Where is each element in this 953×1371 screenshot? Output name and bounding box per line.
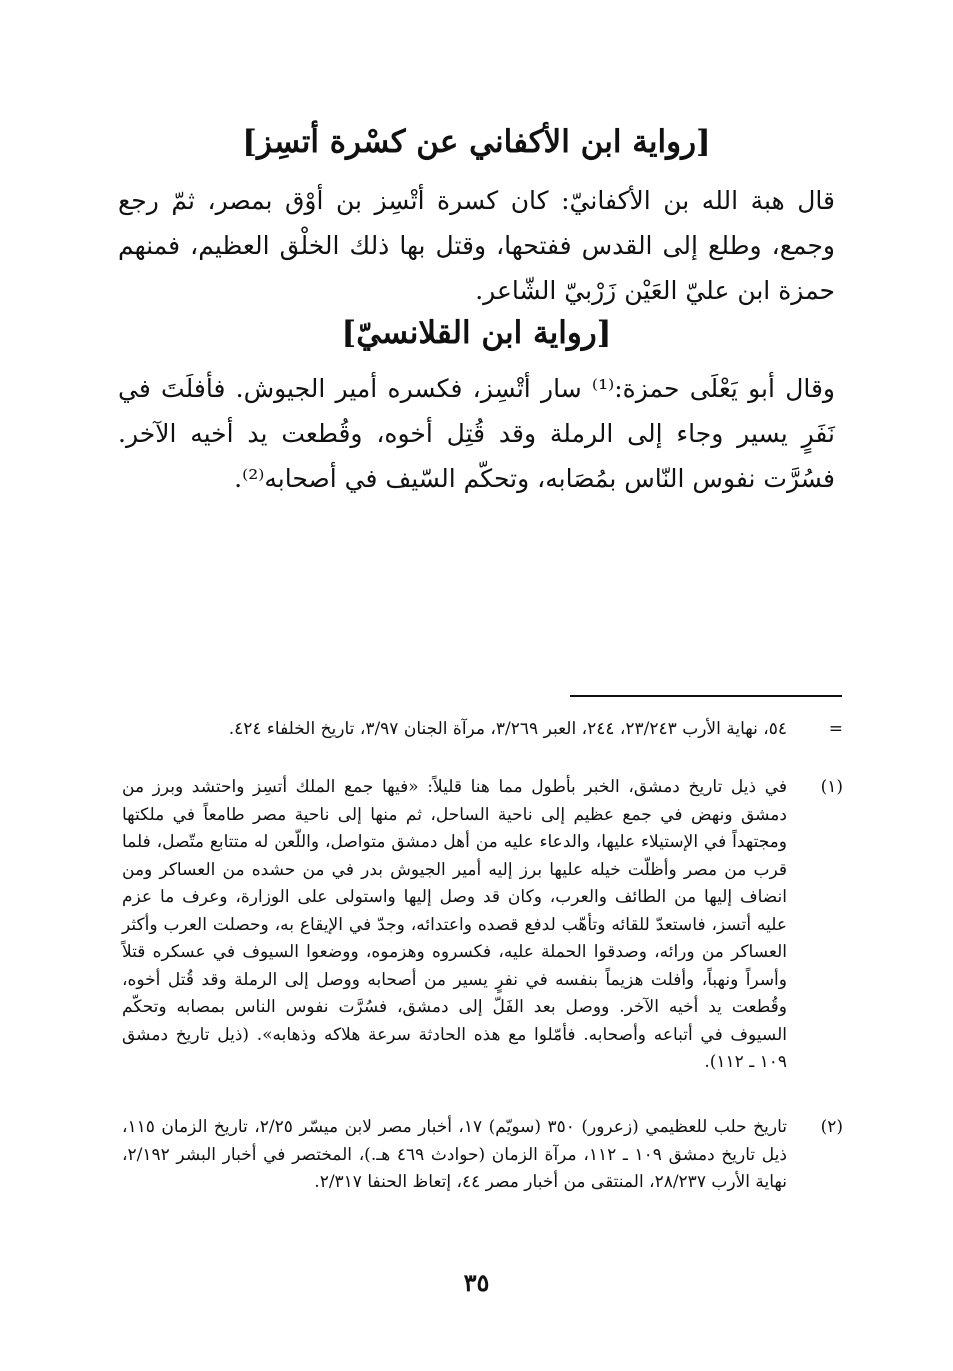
footnote-continued [122, 716, 843, 744]
footnote-marker: (٢) [820, 1117, 843, 1137]
footnote-2 [122, 1114, 843, 1197]
footnote-text: تاريخ حلب للعظيمي (زعرور) ٣٥٠ (سويّم) ١٧، أخبار مصر لابن ميسّر ٢/٢٥، تاريخ الزمان ١١٥، ذيل تاريخ دمشق ١٠٩ ـ ١١٢، مرآة الزمان (حوادث ٤٦٩ هـ.)، المختصر في أخبار البشر ٢/١٩٢، نهاية الأرب ٢٨/٢٣٧، المنتقى من أخبار مصر ٤٤، إتعاظ الحنفا ٢/٣١٧. [122, 1117, 787, 1192]
footnote-text: في ذيل تاريخ دمشق، الخبر بأطول مما هنا قليلاً: «فيها جمع الملك أتسِز واحتشد وبرز من دمشق ونهض في جمع عظيم إلى ناحية الساحل، ثم منها إلى ناحية مصر طامعاً في ملكتها ومجتهداً في الإستيلاء عليها، والدعاء عليه من أهل دمشق متواصل، واللّعن له متتابع متّصل، فلما قرب من مصر وأظلّت خيله عليها برز إليه أمير الجيوش بدر في من حشده من العساكر ومن انضاف إليها من الطائف والعرب، وكان قد وصل إليها واستولى على الوزارة، وعرف ما عزم عليه أتسز، فاستعدّ للقائه وتأهّب لدفع قصده واعتدائه، وجدّ في الإيقاع به، وحصلت العرب وأكثر العساكر من ورائه، وصدقوا الحملة عليه، فكسروه وهزموه، ووضعوا السيوف في عسكره قتلاً وأسراً ونهباً، وأفلت هزيماً بنفسه في نفرٍ يسير من أصحابه ووصل إلى الرملة وقد قُتل أخوه، وقُطعت يد أخيه الآخر. ووصل بعد الفَلّ إلى دمشق، فسُرَّت نفوس الناس بمصابه وتحكّم السيوف في أتباعه وأصحابه. فأمّلوا مع هذه الحادثة سرعة هلاكه وذهابه». (ذيل تاريخ دمشق ١٠٩ ـ ١١٢). [122, 777, 787, 1072]
footnote-text: ٥٤، نهاية الأرب ٢٣/٢٤٣، ٢٤٤، العبر ٣/٢٦٩، مرآة الجنان ٣/٩٧، تاريخ الخلفاء ٤٢٤. [228, 719, 787, 739]
footnote-marker: (١) [820, 777, 843, 797]
section-heading-qalanisi: [رواية ابن القلانسيّ] [341, 315, 612, 351]
section-heading-akfani: [رواية ابن الأكفاني عن كسْرة أتسِز] [242, 124, 711, 160]
page-number: ٣٥ [463, 1268, 490, 1297]
body-paragraph-akfani: قال هبة الله بن الأكفانيّ: كان كسرة أتْسِز بن أوْق بمصر، ثمّ رجع وجمع، وطلع إلى القدس ففتحها، وقتل بها ذلك الخلْق العظيم، فمنهم حمزة ابن عليّ العَيْن زَرْبيّ الشّاعر. [118, 186, 835, 305]
body-paragraph-qalanisi: وقال أبو يَعْلَى حمزة:⁽¹⁾ سار أتْسِز، فكسره أمير الجيوش. فأفلَتَ في نَفَرٍ يسير وجاء إلى الرملة وقد قُتِل أخوه، وقُطعت يد أخيه الآخر. فسُرَّت نفوس النّاس بمُصَابه، وتحكّم السّيف في أصحابه⁽²⁾. [118, 374, 835, 493]
footnote-1 [122, 774, 843, 1077]
footnote-separator [570, 695, 842, 697]
footnote-marker: = [828, 719, 843, 739]
